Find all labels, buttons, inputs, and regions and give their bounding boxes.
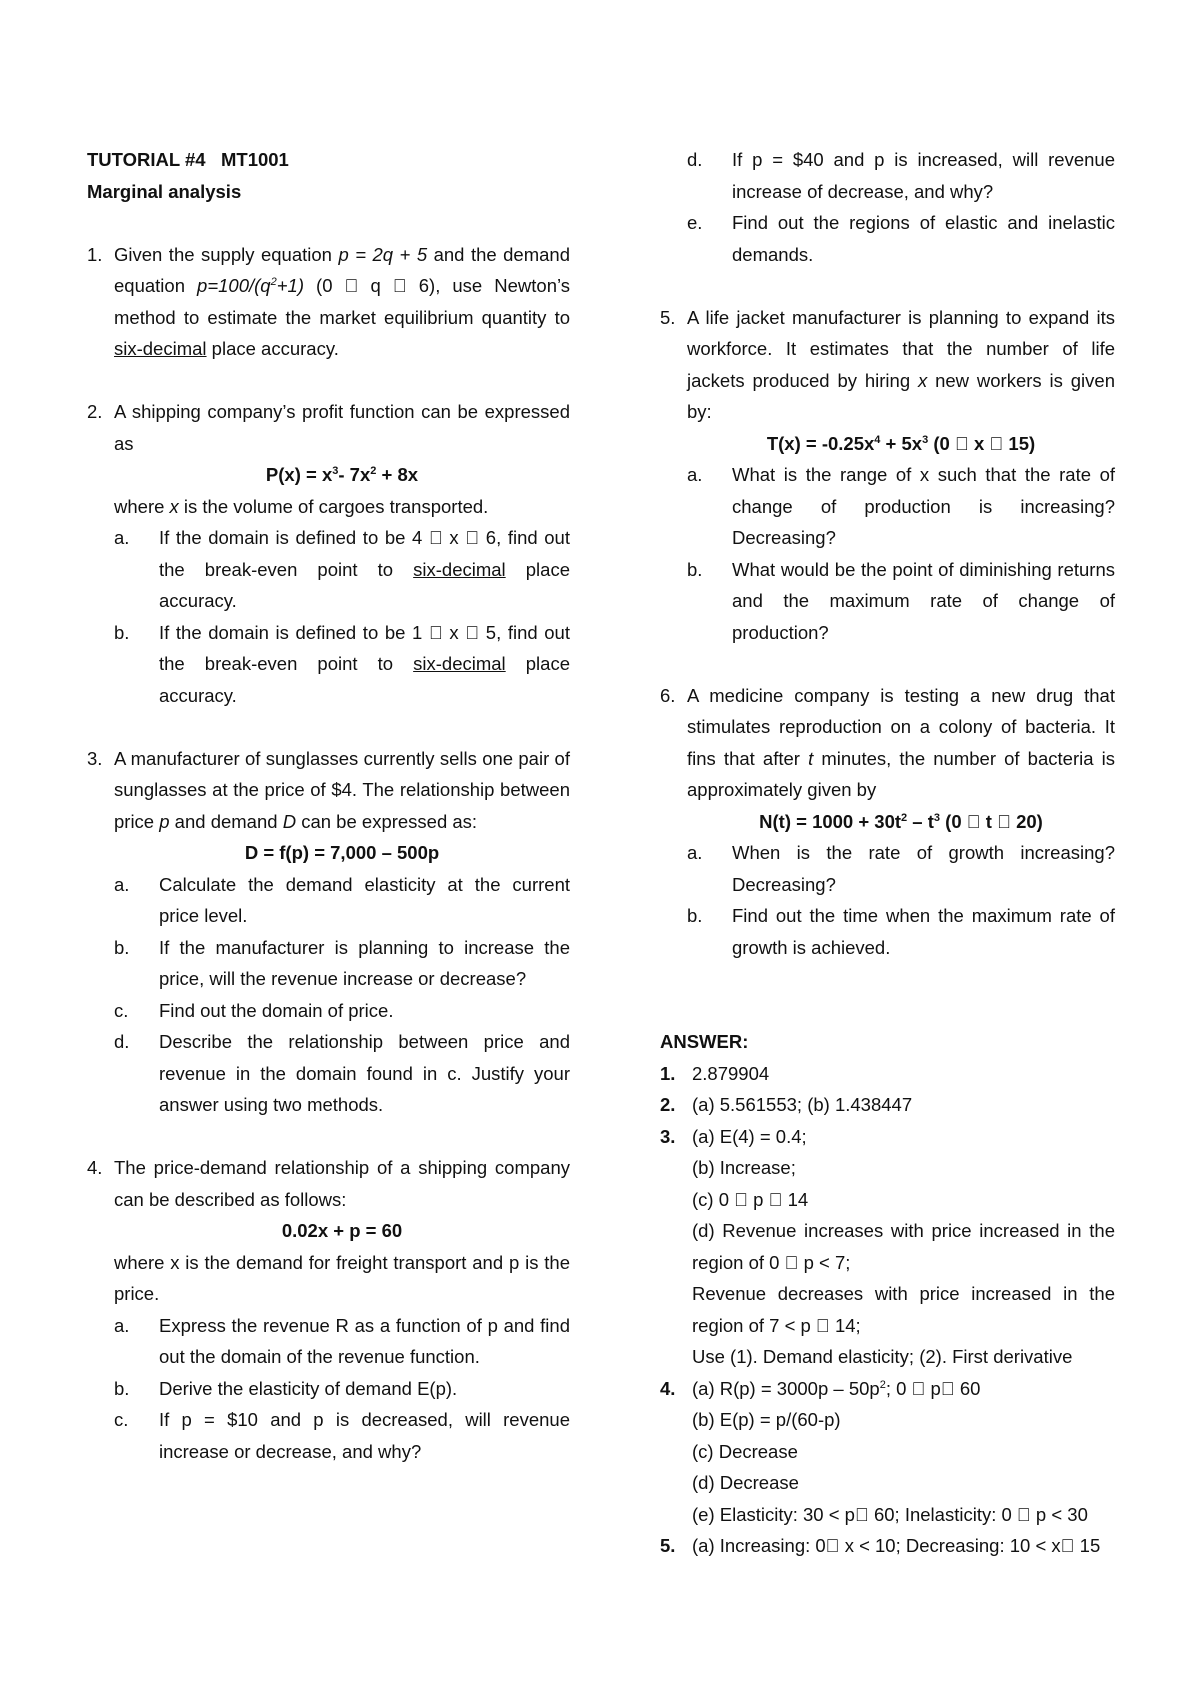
sub-question-b: b. If the domain is defined to be 1 x 5, find out the break-even point to six-decimal place accuracy. [114, 590, 570, 643]
question-5 [660, 302, 1115, 649]
equation: D = f(p) = 7,000 – 500p [244, 779, 440, 800]
question-6 [660, 680, 1115, 964]
sub-question-a: a. Calculate the demand elasticity at the current price level. [114, 810, 570, 863]
question-4 [87, 1094, 570, 1467]
sub-question-b: b. Find out the time when the maximum rate of growth is achieved. [687, 905, 1115, 958]
sub-question-d: d. If p = $40 and p is increased, will revenue increase of decrease, and why? [687, 149, 1115, 202]
sub-question-e: e. Find out the regions of elastic and inelastic demands. [687, 212, 1115, 265]
sub-question-c: c. Find out the domain of price. [114, 936, 394, 958]
question-1 [87, 239, 570, 365]
sub-question-b: b. Derive the elasticity of demand E(p). [114, 1314, 458, 1336]
sub-question-b: b. What would be the point of diminishing returns and the maximum rate of change of production? [687, 558, 1115, 643]
sub-question-a: a. Express the revenue R as a function of p and find out the domain of the revenue function. [114, 1251, 570, 1304]
equation: $N(t) = 1000 + 30t^2 - t^3$ (0 t 20) [759, 810, 1024, 832]
sub-question-a: a. What is the range of x such that the rate of change of production is increasing? Decreasing? [687, 464, 1115, 548]
sub-question-a: a. If the domain is defined to be 4 x 6, find out the break-even point to six-decimal place accuracy. [114, 527, 570, 580]
sub-question-d: d. Describe the relationship between price and revenue in the domain found in c. Justify your answer using two methods. [114, 968, 570, 1052]
left-column [87, 144, 570, 1467]
answer-2: 2. (a) 5.561553; (b) 1.438447 [660, 1094, 913, 1115]
question-number: 5. [660, 306, 676, 328]
document-title: TUTORIAL #4 MT1001 [87, 149, 289, 170]
sub-question-a: a. When is the rate of growth increasing? Decreasing? [687, 842, 1115, 895]
question-2 [87, 396, 570, 711]
question-text: The price-demand relationship of a shipping company can be described as follows: 0.02x + p = 60 where x is the demand for freight transport and p is the price. a. Express the revenue R as a function of p and find out the domain of the revenue function. b. Derive the elasticity of demand E(p). c. If p = $10 and p is decreased, will revenue increase or decrease, and why? [114, 1152, 570, 1467]
equation: 0.02x + p = 60 [281, 1157, 403, 1178]
question-text: A life jacket manufacturer is planning to expand its workforce. It estimates that the number of life jackets produced by hiring x new workers is given by: $T(x) = -0.25x^4 + 5x^3$ (0 x 15) a. What is the range of x such that the rate of change of production is increasing? Decreasing? b. What would be the point of diminishing returns and the maximum rate of change of production? [687, 302, 1115, 649]
sub-question-b: b. If the manufacturer is planning to increase the price, will the revenue increase or decrease? [114, 873, 570, 926]
document-subtitle: Marginal analysis [87, 180, 242, 202]
question-text: A medicine company is testing a new drug that stimulates reproduction on a colony of bacteria. It fins that after t minutes, the number of bacteria is approximately given by $N(t) = 1000 + 30t^2 - t^3$ (0 t 20) a. When is the rate of growth increasing? Decreasing? b. Find out the time when the maximum rate of growth is achieved. [687, 680, 1115, 964]
question-number: 2. [87, 401, 103, 422]
question-3 [87, 684, 570, 1121]
sub-question-c: c. If p = $10 and p is decreased, will revenue increase or decrease, and why? [114, 1346, 570, 1399]
equation: $T(x) = -0.25x^4 + 5x^3$ (0 x 15) [766, 432, 1017, 454]
equation: $P(x) = x^3-$ $7x^2 + 8x$ [265, 464, 419, 485]
question-number: 1. [87, 243, 103, 265]
question-number: 6. [660, 684, 676, 706]
answer-4: 4. (a) $R(p) = 3000p - 50p^2$; 0 p 60 (b) E(p) = p/(60-p) (c) Decrease (d) Decrease (e) Elasticity: 30 < p 60; Inelasticity: 0 p < 30 [660, 1377, 1055, 1525]
question-number: 4. [87, 1094, 103, 1115]
answer-1: 1. 2.879904 [660, 1062, 770, 1084]
answer-3: 3. (a) E(4) = 0.4; (b) Increase; (c) 0 p 14 (d) Revenue increases with price increased in the region of 0 p < 7; Revenue decreases with price increased in the region of 7 < p 14; Use (1). Demand elasticity; (2). First derivative [660, 1125, 1115, 1367]
question-text: Given the supply equation p = 2q + 5 and the demand equation $p=100/(q^2+1)$ (0 q 6), use Newton’s method to estimate the market equilibrium quantity to six-decimal place accuracy. [114, 243, 571, 359]
answer-heading: ANSWER: [660, 1031, 749, 1052]
answer-5: 5. (a) Increasing: 0 x < 10; Decreasing: 10 < x 15 [660, 1535, 1073, 1556]
question-number: 3. [87, 684, 103, 706]
right-column [660, 144, 1115, 1562]
question-4-continued [660, 144, 1115, 270]
question-text: A manufacturer of sunglasses currently sells one pair of sunglasses at the price of $4. The relationship between price p and demand D can be expressed as: D = f(p) = 7,000 – 500p a. Calculate the demand elasticity at the current price level. b. If the manufacturer is planning to increase the price, will the revenue increase or decrease? c. Find out the domain of price. d. Describe the relationship between price and revenue in the domain found in c. Justify your answer using two methods. [114, 743, 570, 1121]
question-text: A shipping company’s profit function can be expressed as $P(x) = x^3-$ $7x^2 + 8x$ where x is the volume of cargoes transported. a. If the domain is defined to be 4 x 6, find out the break-even point to six-decimal place accuracy. b. If the domain is defined to be 1 x 5, find out the break-even point to six-decimal place accuracy. [114, 396, 570, 711]
